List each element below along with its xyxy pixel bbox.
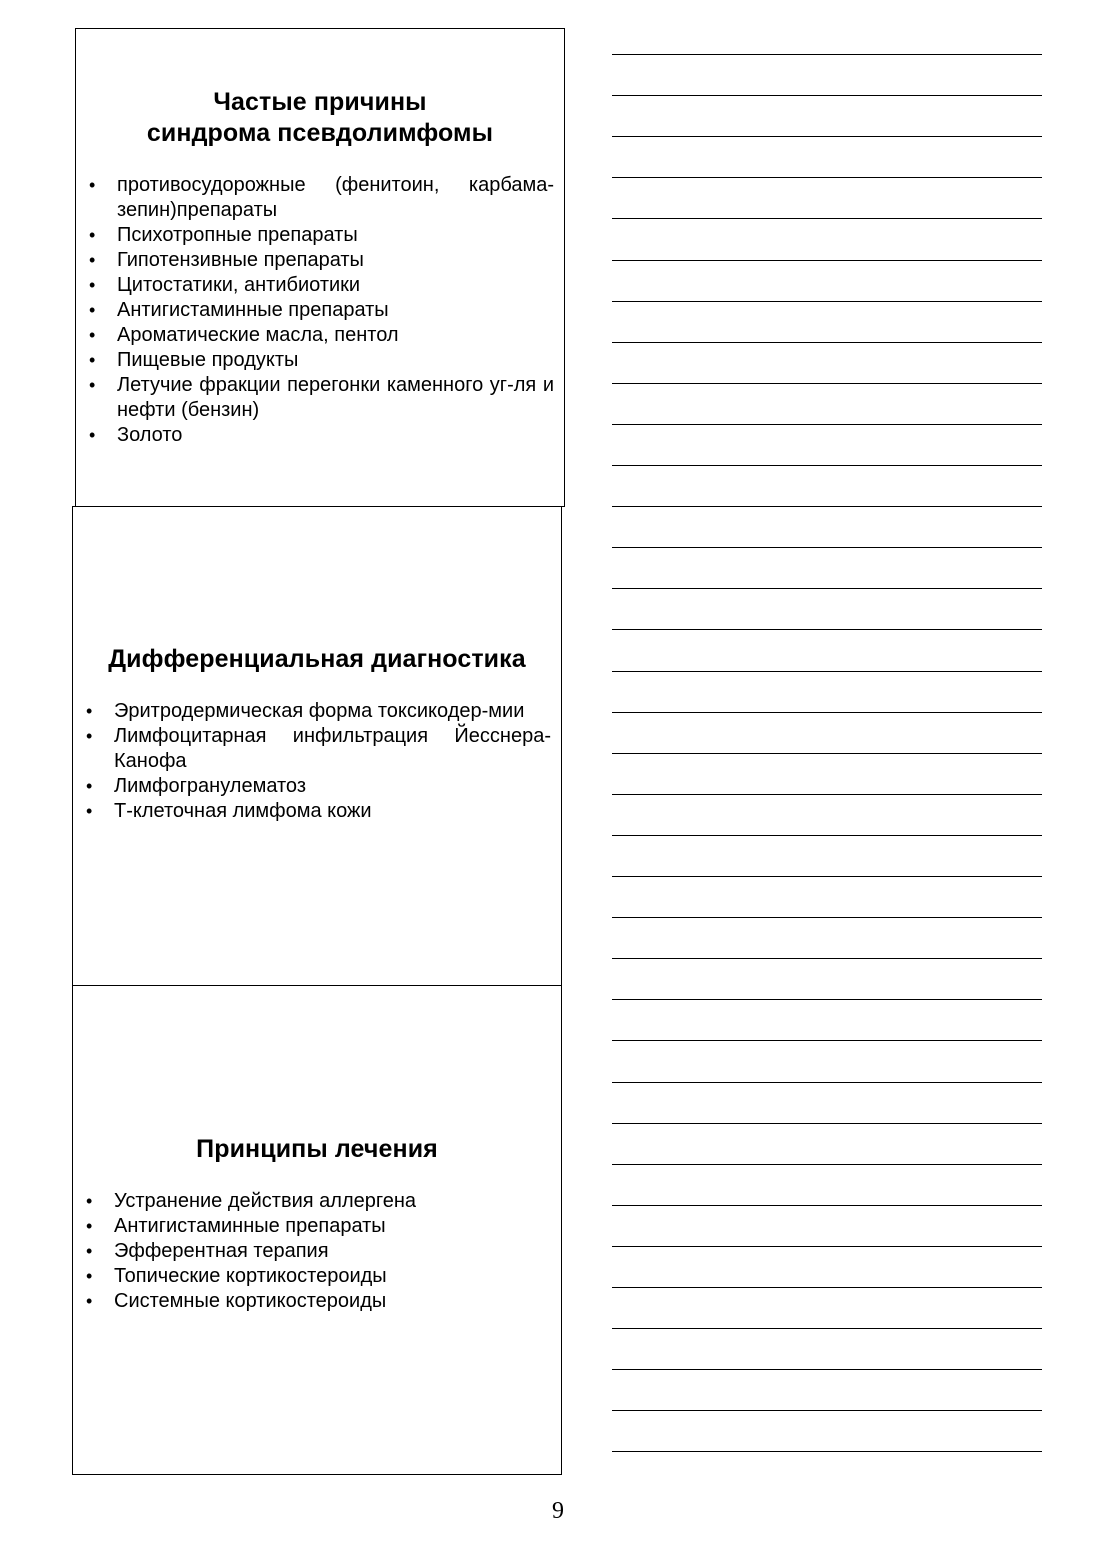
note-line xyxy=(612,1369,1042,1370)
list-item: • Системные кортикостероиды xyxy=(83,1289,551,1314)
list-item: • Золото xyxy=(86,423,554,448)
list-item: • Летучие фракции перегонки каменного уг-ля и нефти (бензин) xyxy=(86,373,554,423)
list-item: • Топические кортикостероиды xyxy=(83,1264,551,1289)
note-line xyxy=(612,1164,1042,1165)
note-line xyxy=(612,54,1042,55)
list-item: • Гипотензивные препараты xyxy=(86,248,554,273)
slide-treatment xyxy=(72,985,562,1475)
list-item: • Пищевые продукты xyxy=(86,348,554,373)
note-line xyxy=(612,260,1042,261)
list-item: • Ароматические масла, пентол xyxy=(86,323,554,348)
note-line xyxy=(612,301,1042,302)
note-line xyxy=(612,629,1042,630)
bullet-list xyxy=(83,699,551,824)
note-line xyxy=(612,588,1042,589)
note-line xyxy=(612,876,1042,877)
note-line xyxy=(612,917,1042,918)
note-line xyxy=(612,506,1042,507)
slide-title xyxy=(86,87,554,149)
note-line xyxy=(612,753,1042,754)
note-line xyxy=(612,1287,1042,1288)
list-item: • Т-клеточная лимфома кожи xyxy=(83,799,551,824)
slide-title xyxy=(83,644,551,675)
note-line xyxy=(612,95,1042,96)
note-line xyxy=(612,218,1042,219)
note-line xyxy=(612,999,1042,1000)
title-line: синдрома псевдолимфомы xyxy=(146,119,494,147)
note-line xyxy=(612,547,1042,548)
list-item: • Антигистаминные препараты xyxy=(83,1214,551,1239)
note-line xyxy=(612,1123,1042,1124)
slide-causes xyxy=(75,28,565,507)
note-line xyxy=(612,136,1042,137)
list-item: • Лимфогранулематоз xyxy=(83,774,551,799)
bullet-list xyxy=(86,173,554,448)
page-number: 9 xyxy=(552,1498,564,1524)
list-item: • Устранение действия аллергена xyxy=(83,1189,551,1214)
list-item: • Цитостатики, антибиотики xyxy=(86,273,554,298)
slide-content xyxy=(76,87,564,448)
note-line xyxy=(612,465,1042,466)
note-line xyxy=(612,1082,1042,1083)
list-item: • Лимфоцитарная инфильтрация Йесснера-Канофа xyxy=(83,724,551,774)
note-line xyxy=(612,424,1042,425)
note-line xyxy=(612,1040,1042,1041)
slide-content xyxy=(73,644,561,824)
list-item: • противосудорожные (фенитоин, карбама-зепин)препараты xyxy=(86,173,554,223)
list-item: • Антигистаминные препараты xyxy=(86,298,554,323)
note-line xyxy=(612,794,1042,795)
slide-differential xyxy=(72,506,562,986)
note-line xyxy=(612,1410,1042,1411)
title-line: Частые причины xyxy=(213,88,427,116)
note-line xyxy=(612,835,1042,836)
list-item: • Психотропные препараты xyxy=(86,223,554,248)
note-line xyxy=(612,671,1042,672)
note-line xyxy=(612,1205,1042,1206)
notes-lines xyxy=(612,0,1042,1480)
slide-content xyxy=(73,1134,561,1314)
note-line xyxy=(612,383,1042,384)
title-line: Принципы лечения xyxy=(196,1135,438,1163)
slide-title xyxy=(83,1134,551,1165)
note-line xyxy=(612,712,1042,713)
note-line xyxy=(612,342,1042,343)
note-line xyxy=(612,1246,1042,1247)
note-line xyxy=(612,1451,1042,1452)
title-line: Дифференциальная диагностика xyxy=(108,645,526,673)
list-item: • Эфферентная терапия xyxy=(83,1239,551,1264)
list-item: • Эритродермическая форма токсикодер-мии xyxy=(83,699,551,724)
slides-column xyxy=(72,28,564,1475)
bullet-list xyxy=(83,1189,551,1314)
note-line xyxy=(612,177,1042,178)
note-line xyxy=(612,958,1042,959)
note-line xyxy=(612,1328,1042,1329)
